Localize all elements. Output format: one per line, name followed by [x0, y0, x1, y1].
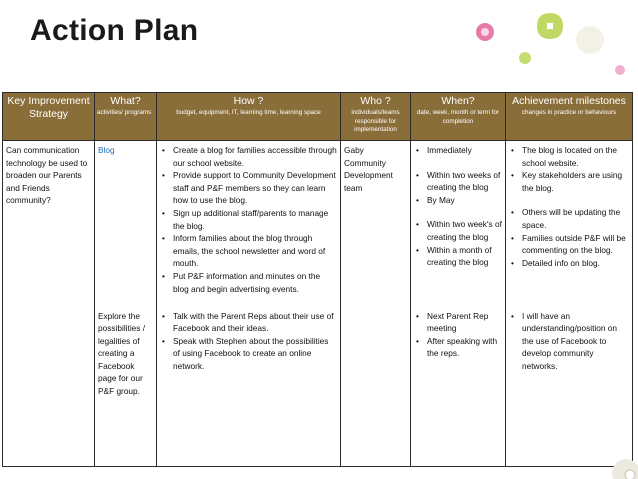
- milestones-cell: [506, 141, 633, 307]
- list-item: • Others will be updating the space.: [509, 206, 629, 231]
- header-when-sublabel: date, week, month or term for completion: [416, 109, 500, 125]
- list-item: • Speak with Stephen about the possibilities of using Facebook to create an online network.: [160, 335, 337, 373]
- action-plan-table: [2, 92, 633, 467]
- header-milestones: [506, 93, 633, 141]
- list-item: • Create a blog for families accessible through our school website.: [160, 144, 337, 169]
- header-what-label: What?: [110, 95, 141, 107]
- strategy-cell: Can communication technology be used to broaden our Parents and Friends community?: [3, 141, 95, 307]
- list-item: • Immediately: [414, 144, 502, 157]
- list-item: • Families outside P&F will be commenting on the blog.: [509, 232, 629, 257]
- list-item: • Key stakeholders are using the blog.: [509, 169, 629, 194]
- header-key-label: Key Improvement Strategy: [7, 95, 90, 120]
- list-item: • Within two week's of creating the blog: [414, 218, 502, 243]
- how-cell: [157, 141, 341, 307]
- list-item: • Next Parent Rep meeting: [414, 310, 502, 335]
- floral-decoration: [430, 0, 638, 90]
- strategy-cell: [3, 307, 95, 467]
- list-item: • Inform families about the blog through emails, the school newsletter and word of mouth.: [160, 232, 337, 270]
- blog-link[interactable]: Blog: [98, 145, 115, 155]
- header-who-sublabel: individuals/teams responsible for implementation: [351, 109, 400, 133]
- header-when: [411, 93, 506, 141]
- list-item: • Put P&F information and minutes on the blog and begin advertising events.: [160, 270, 337, 295]
- how-cell: [157, 307, 341, 467]
- header-who-label: Who ?: [360, 95, 391, 107]
- list-item: • Sign up additional staff/parents to manage the blog.: [160, 207, 337, 232]
- table-row: [3, 307, 633, 467]
- what-cell: [95, 141, 157, 307]
- milestones-cell: [506, 307, 633, 467]
- header-when-label: When?: [441, 95, 475, 107]
- header-what-sublabel: activities/ programs: [97, 109, 152, 116]
- header-how-sublabel: budget, equipment, IT, learning time, learning space: [176, 109, 321, 116]
- header-key-strategy: [3, 93, 95, 141]
- page-title: Action Plan: [30, 14, 199, 47]
- list-item: • I will have an understanding/position on the use of Facebook to develop community networks.: [509, 310, 629, 373]
- list-item: • Talk with the Parent Reps about their use of Facebook and their ideas.: [160, 310, 337, 335]
- header-row: [3, 93, 633, 141]
- header-how: [157, 93, 341, 141]
- what-cell: Explore the possibilities / legalities of creating a Facebook page for our P&F group.: [95, 307, 157, 467]
- who-cell: [341, 307, 411, 467]
- header-milestones-sublabel: changes in practice or behaviours: [521, 109, 617, 116]
- list-item: • Within a month of creating the blog: [414, 244, 502, 269]
- header-how-label: How ?: [233, 95, 264, 107]
- list-item: • By May: [414, 194, 502, 207]
- when-cell: [411, 141, 506, 307]
- table-row: [3, 141, 633, 307]
- list-item: • After speaking with the reps.: [414, 335, 502, 360]
- list-item: • The blog is located on the school website.: [509, 144, 629, 169]
- header-milestones-label: Achievement milestones: [512, 95, 626, 107]
- who-cell: Gaby Community Development team: [341, 141, 411, 307]
- header-what: [95, 93, 157, 141]
- list-item: • Detailed info on blog.: [509, 257, 629, 270]
- list-item: • Within two weeks of creating the blog: [414, 169, 502, 194]
- list-item: • Provide support to Community Development staff and P&F members so they can learn how to use the blog.: [160, 169, 337, 207]
- when-cell: [411, 307, 506, 467]
- corner-decoration: [568, 451, 638, 479]
- header-who: [341, 93, 411, 141]
